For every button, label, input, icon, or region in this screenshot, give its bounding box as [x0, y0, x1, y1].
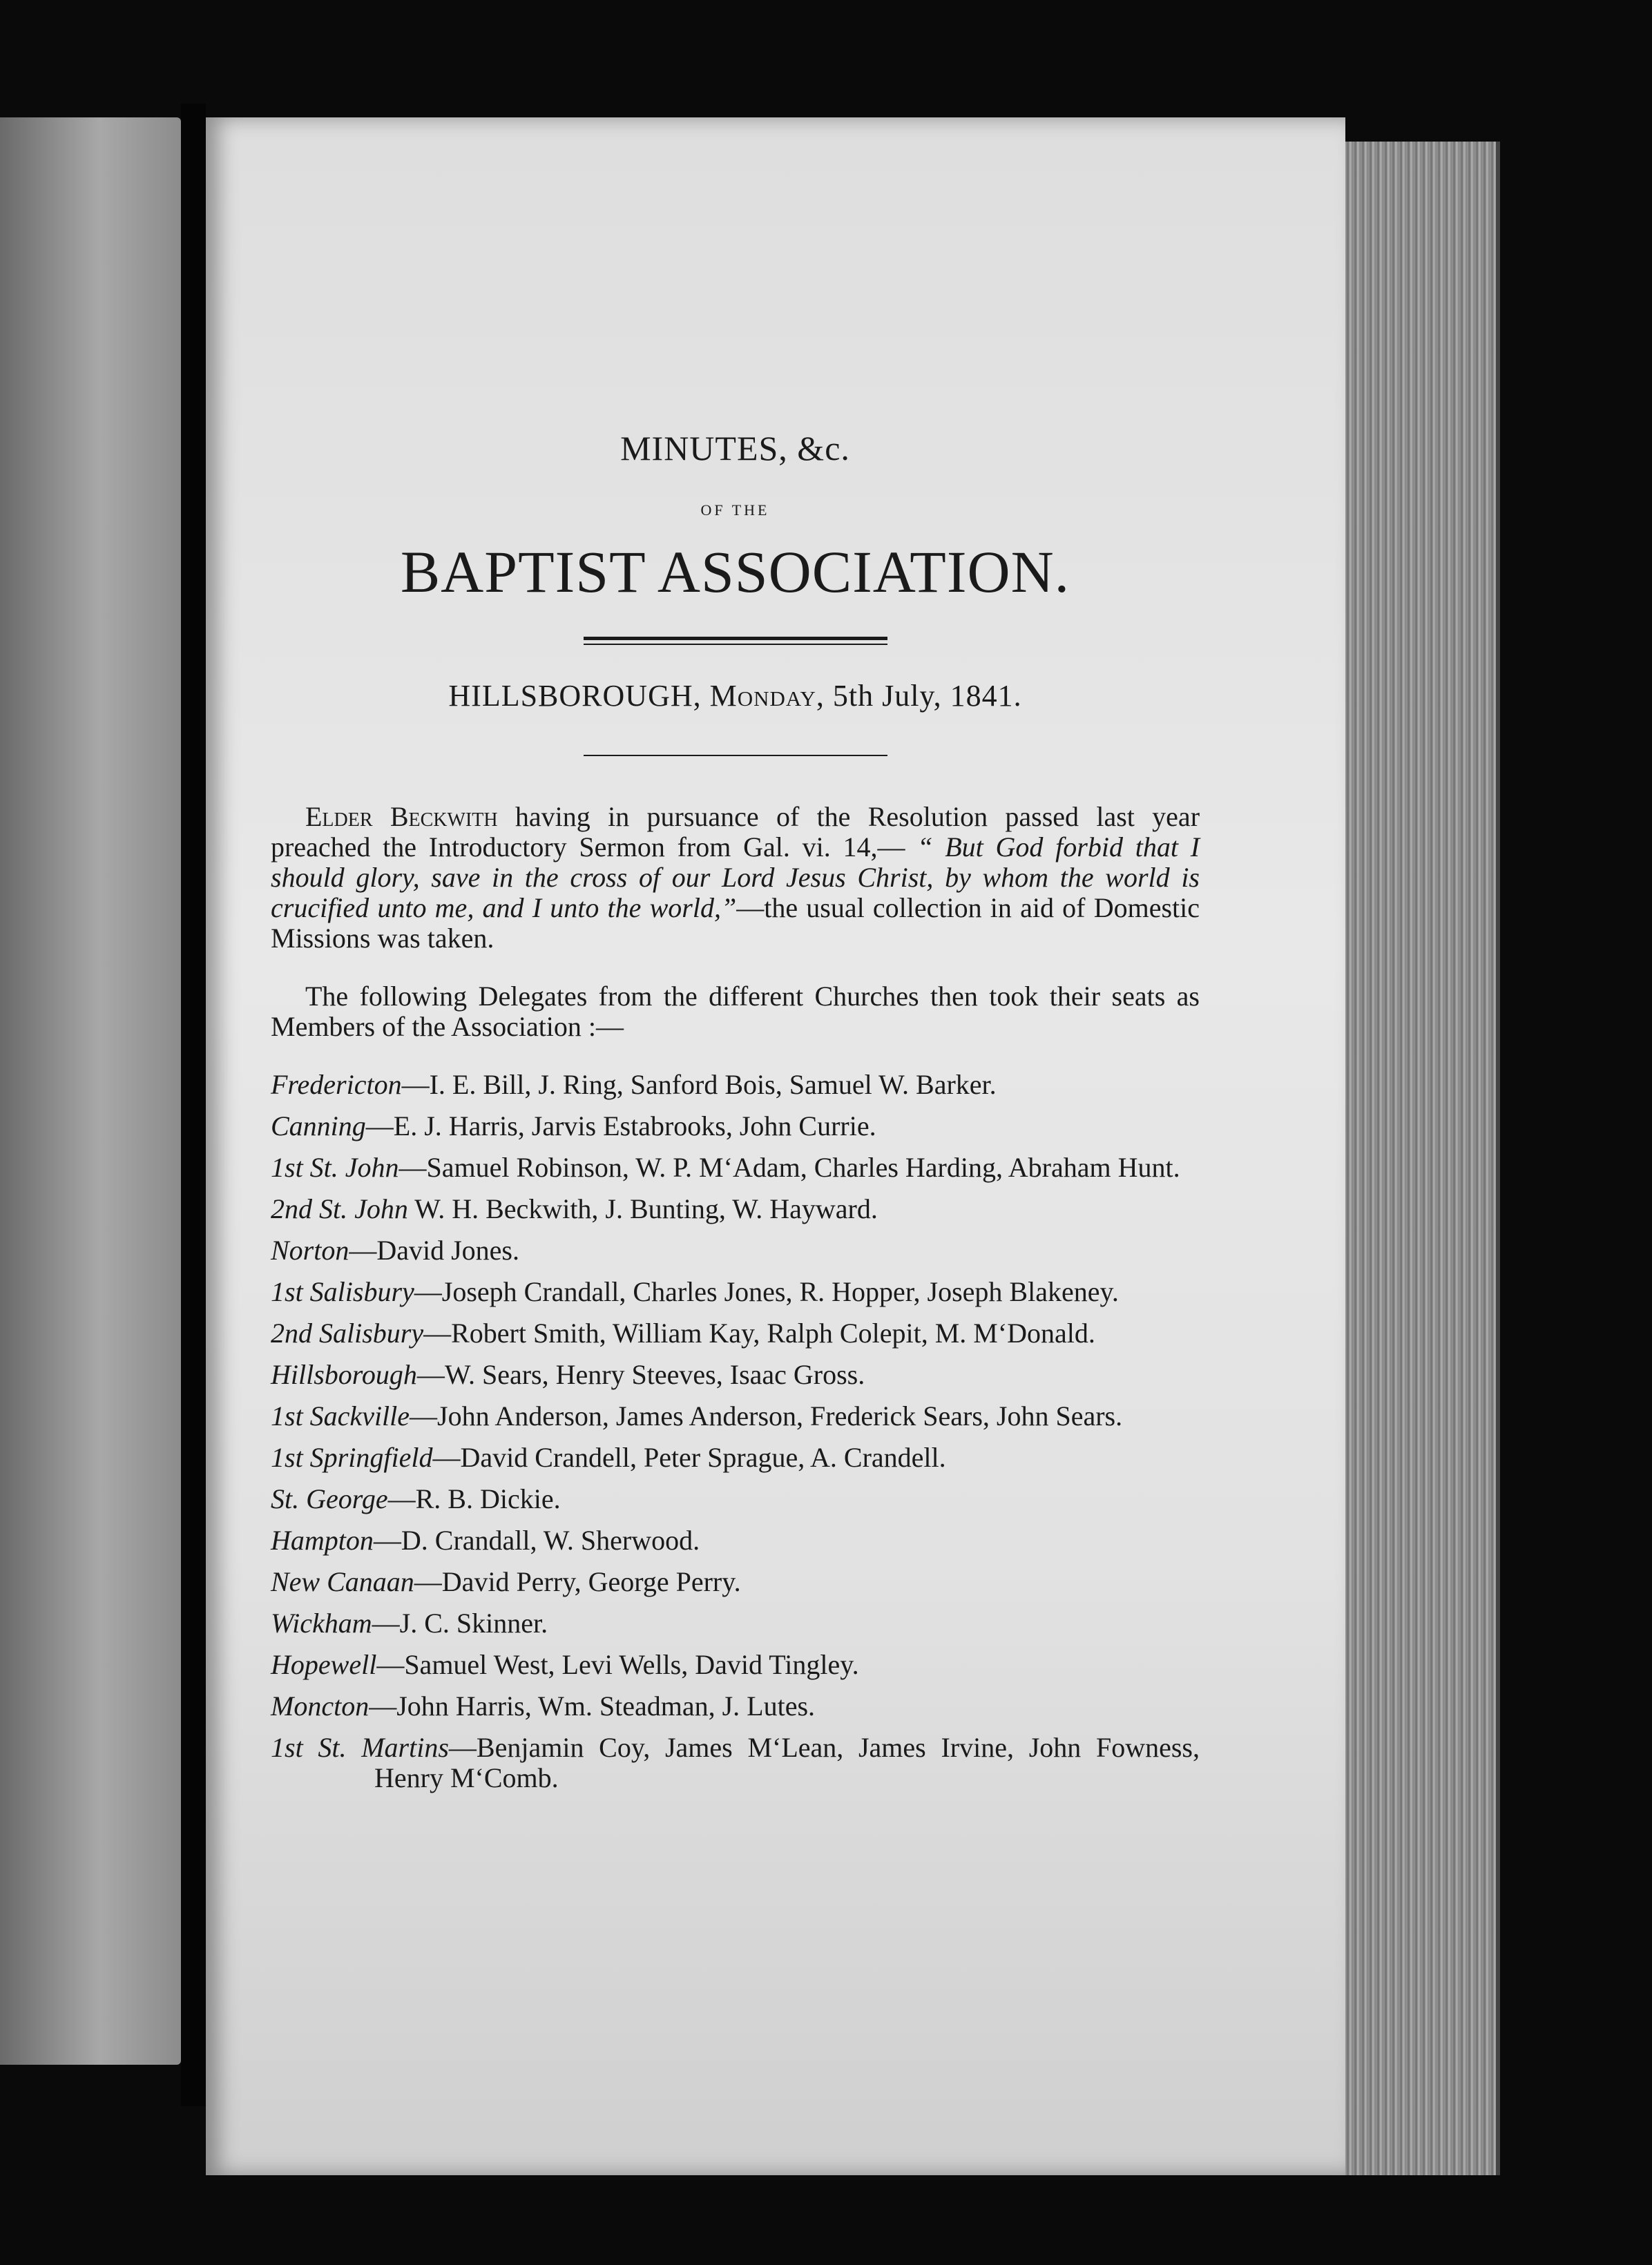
delegate-entry	[271, 1443, 1200, 1473]
intro-paragraph	[271, 802, 1200, 954]
church-name: Fredericton	[271, 1069, 402, 1100]
church-separator: —	[365, 1110, 394, 1141]
delegate-names: Robert Smith, William Kay, Ralph Colepit, M. M‘Donald.	[451, 1318, 1095, 1349]
church-name: 1st St. Martins	[271, 1732, 449, 1763]
church-name: Hillsborough	[271, 1359, 417, 1390]
delegate-entry	[271, 1733, 1200, 1793]
delegate-names: W. H. Beckwith, J. Bunting, W. Hayward.	[414, 1193, 878, 1224]
delegate-entry	[271, 1194, 1200, 1224]
delegate-entry	[271, 1401, 1200, 1432]
page-fore-edge	[1345, 142, 1500, 2175]
church-separator: —	[448, 1732, 477, 1763]
delegate-names: David Jones.	[376, 1235, 519, 1266]
church-separator: —	[373, 1525, 401, 1556]
church-separator: —	[369, 1690, 397, 1722]
church-separator: —	[432, 1442, 461, 1473]
church-separator: —	[376, 1649, 405, 1680]
church-separator: —	[416, 1359, 445, 1390]
delegate-entry	[271, 1525, 1200, 1556]
intro-text-2: —the usual collection in aid of Domestic Missions was taken.	[271, 892, 1200, 954]
delegate-names: Benjamin Coy, James M‘Lean, James Irvine, John Fowness, Henry M‘Comb.	[374, 1732, 1200, 1793]
delegate-names: Samuel Robinson, W. P. M‘Adam, Charles Harding, Abraham Hunt.	[426, 1152, 1180, 1183]
dateline	[271, 678, 1200, 713]
church-separator: —	[410, 1400, 438, 1432]
dateline-place: HILLSBOROUGH,	[448, 679, 702, 713]
dateline-day: Monday,	[709, 679, 825, 713]
intro-text-1: having in pursuance of the Resolution passed last year preached the Introductory Sermon from Gal. vi. 14,—	[271, 801, 1200, 862]
delegate-names: R. B. Dickie.	[415, 1483, 561, 1514]
church-separator: —	[414, 1566, 442, 1597]
delegate-list	[271, 1070, 1200, 1793]
church-name: 1st St. John	[271, 1152, 399, 1183]
intro-name: Elder Beckwith	[305, 801, 498, 832]
delegate-entry	[271, 1153, 1200, 1183]
delegates-intro: The following Delegates from the different Churches then took their seats as Members of the Association :—	[271, 981, 1200, 1042]
of-the-heading: OF THE	[700, 501, 770, 519]
church-name: 1st Sackville	[271, 1400, 410, 1432]
church-name: Moncton	[271, 1690, 369, 1722]
church-separator: —	[414, 1276, 442, 1307]
delegate-entry	[271, 1567, 1200, 1597]
double-rule-divider	[584, 637, 887, 645]
minutes-heading: MINUTES, &c.	[620, 429, 850, 468]
delegate-entry	[271, 1070, 1200, 1100]
page-content	[271, 414, 1200, 1804]
church-name: Wickham	[271, 1608, 372, 1639]
church-separator	[408, 1193, 414, 1224]
church-name: Hopewell	[271, 1649, 377, 1680]
church-separator: —	[372, 1608, 400, 1639]
intro-quote: “ But God forbid that I should glory, save in the cross of our Lord Jesus Christ, by whom the world is crucified unto me, and I unto the world,”	[271, 831, 1200, 923]
church-separator: —	[349, 1235, 377, 1266]
delegate-names: J. C. Skinner.	[399, 1608, 548, 1639]
delegate-names: David Perry, George Perry.	[441, 1566, 741, 1597]
association-title: BAPTIST ASSOCIATION.	[400, 539, 1070, 605]
delegate-names: John Anderson, James Anderson, Frederick Sears, John Sears.	[437, 1400, 1123, 1432]
dateline-date: 5th July, 1841.	[832, 679, 1022, 713]
delegate-entry	[271, 1650, 1200, 1680]
delegate-entry	[271, 1111, 1200, 1141]
church-separator: —	[401, 1069, 430, 1100]
book-gutter	[181, 104, 206, 2106]
church-name: Canning	[271, 1110, 366, 1141]
delegate-names: Joseph Crandall, Charles Jones, R. Hopper, Joseph Blakeney.	[441, 1276, 1119, 1307]
delegate-names: John Harris, Wm. Steadman, J. Lutes.	[396, 1690, 816, 1722]
facing-page	[0, 117, 181, 2065]
delegate-entry	[271, 1608, 1200, 1639]
rule-divider	[584, 755, 887, 756]
church-name: St. George	[271, 1483, 388, 1514]
delegate-names: E. J. Harris, Jarvis Estabrooks, John Currie.	[393, 1110, 876, 1141]
church-name: 1st Springfield	[271, 1442, 433, 1473]
delegate-names: D. Crandall, W. Sherwood.	[401, 1525, 700, 1556]
delegate-entry	[271, 1235, 1200, 1266]
church-name: 2nd Salisbury	[271, 1318, 424, 1349]
delegate-entry	[271, 1691, 1200, 1722]
church-name: 2nd St. John	[271, 1193, 408, 1224]
church-separator: —	[398, 1152, 427, 1183]
church-separator: —	[423, 1318, 452, 1349]
delegate-names: I. E. Bill, J. Ring, Sanford Bois, Samuel W. Barker.	[429, 1069, 997, 1100]
church-name: Hampton	[271, 1525, 374, 1556]
church-name: 1st Salisbury	[271, 1276, 414, 1307]
delegate-names: W. Sears, Henry Steeves, Isaac Gross.	[444, 1359, 865, 1390]
church-separator: —	[387, 1483, 416, 1514]
delegate-names: Samuel West, Levi Wells, David Tingley.	[404, 1649, 859, 1680]
delegate-entry	[271, 1318, 1200, 1349]
church-name: New Canaan	[271, 1566, 414, 1597]
church-name: Norton	[271, 1235, 349, 1266]
delegate-entry	[271, 1277, 1200, 1307]
delegate-names: David Crandell, Peter Sprague, A. Crandell.	[460, 1442, 946, 1473]
delegate-entry	[271, 1484, 1200, 1514]
delegate-entry	[271, 1360, 1200, 1390]
